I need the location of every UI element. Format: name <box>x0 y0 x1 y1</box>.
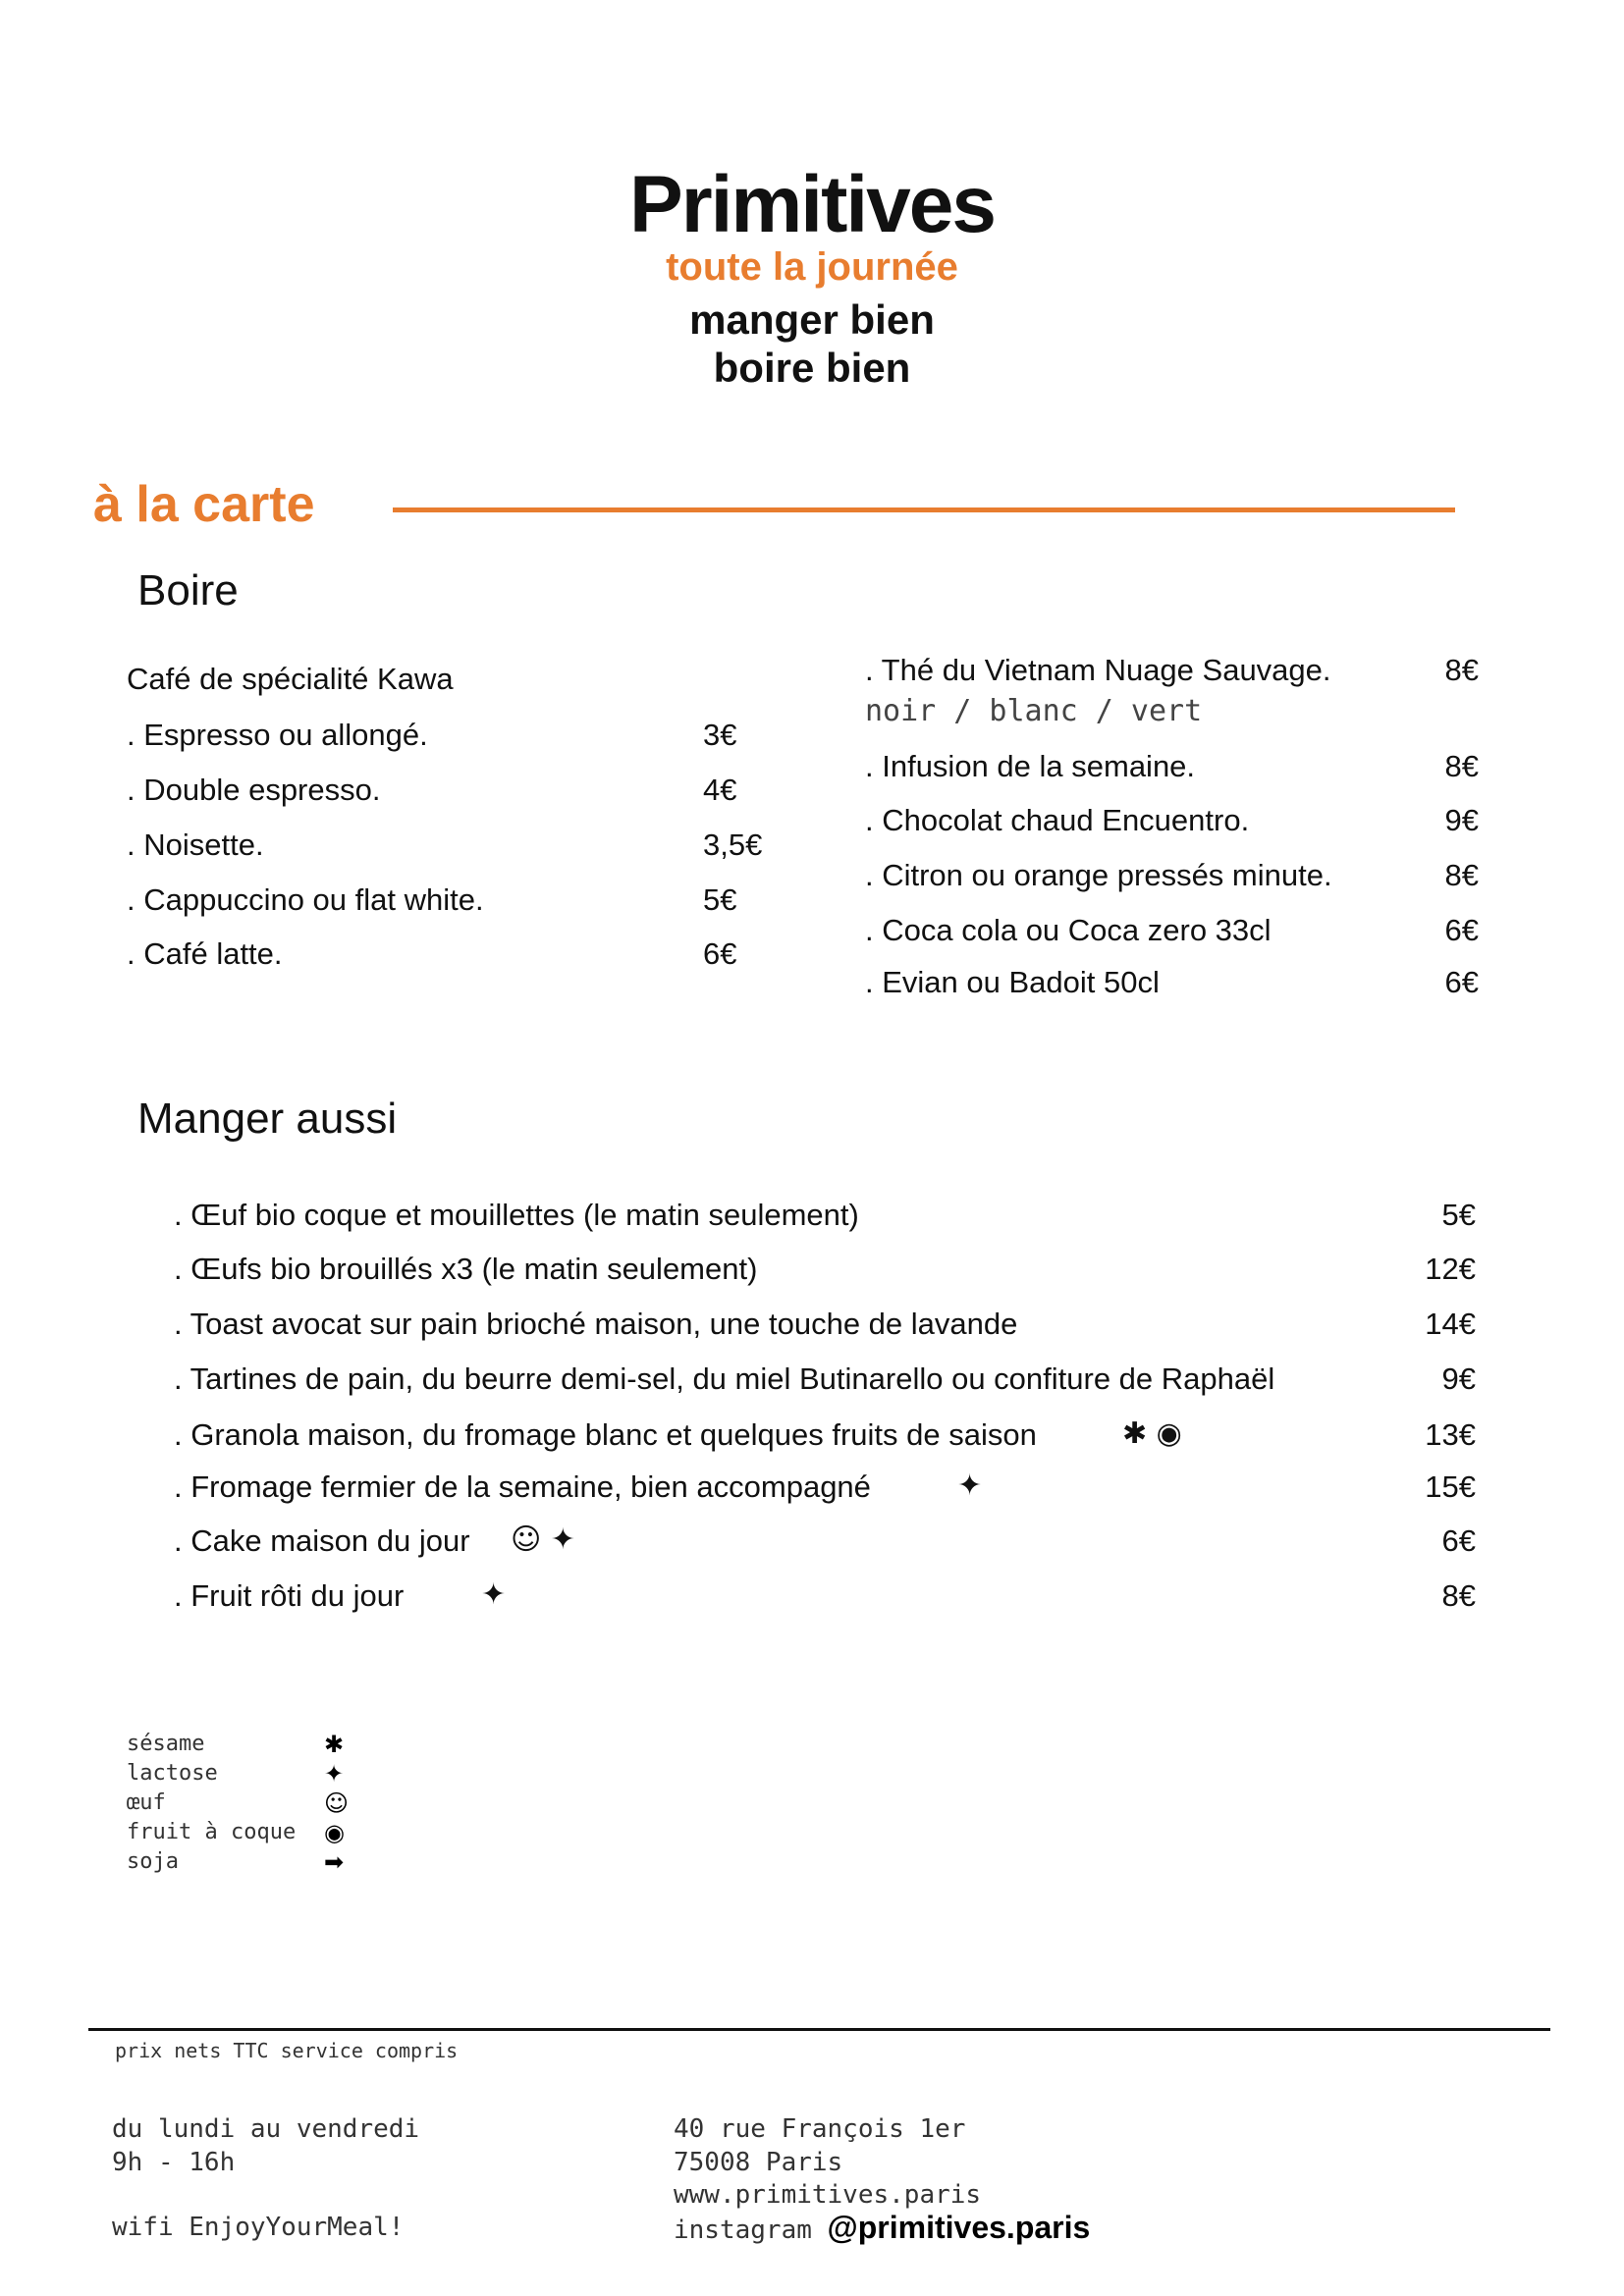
legend-label: lactose <box>127 1761 218 1786</box>
footer-divider <box>88 2028 1550 2031</box>
legend-label: soja <box>127 1849 179 1874</box>
drink-item-name: . Thé du Vietnam Nuage Sauvage. <box>865 653 1331 687</box>
allergen-icons: ☺ ✦ <box>511 1522 575 1557</box>
opening-days: du lundi au vendredi <box>112 2114 420 2144</box>
restaurant-logo-title: Primitives <box>629 160 995 249</box>
price-notice: prix nets TTC service compris <box>115 2039 459 2062</box>
legend-lactose-icon: ✦ <box>324 1760 345 1788</box>
address-line-2: 75008 Paris <box>674 2148 843 2177</box>
food-item-price: 8€ <box>1441 1578 1476 1613</box>
legend-label: sésame <box>127 1732 205 1756</box>
drink-item-note: noir / blanc / vert <box>865 694 1203 728</box>
legend-egg-icon: ☺ <box>324 1789 350 1817</box>
instagram-handle[interactable]: @primitives.paris <box>827 2210 1091 2245</box>
legend-label: œuf <box>127 1790 166 1815</box>
drink-item-name: . Espresso ou allongé. <box>127 718 428 752</box>
drink-item-price: 4€ <box>703 773 737 807</box>
opening-hours: 9h - 16h <box>112 2148 236 2177</box>
food-item-name: . Œufs bio brouillés x3 (le matin seulement) <box>174 1252 758 1286</box>
drink-item-name: . Chocolat chaud Encuentro. <box>865 803 1250 837</box>
drink-item-price: 3€ <box>703 718 737 752</box>
food-item-name: . Œuf bio coque et mouillettes (le matin seulement) <box>174 1198 859 1232</box>
instagram-line <box>674 2212 1090 2243</box>
allergen-icons: ✦ <box>957 1468 983 1503</box>
food-item-name: . Cake maison du jour <box>174 1523 470 1558</box>
manger-heading: Manger aussi <box>137 1095 398 1143</box>
legend-label: fruit à coque <box>127 1820 297 1844</box>
drink-item-price: 5€ <box>703 882 737 917</box>
wifi-info: wifi EnjoyYourMeal! <box>112 2213 405 2242</box>
food-item-price: 9€ <box>1441 1362 1476 1396</box>
section-title: à la carte <box>93 476 315 533</box>
drink-item-price: 8€ <box>1444 749 1479 783</box>
food-item-price: 12€ <box>1425 1252 1476 1286</box>
drink-item-name: . Noisette. <box>127 828 264 862</box>
drink-item-price: 6€ <box>1444 965 1479 999</box>
drink-item-price: 6€ <box>1444 913 1479 947</box>
tagline: toute la journée <box>666 245 958 289</box>
food-item-name: . Granola maison, du fromage blanc et quelques fruits de saison <box>174 1417 1037 1452</box>
boire-heading: Boire <box>137 566 239 614</box>
food-item-name: . Tartines de pain, du beurre demi-sel, du miel Butinarello ou confiture de Raphaël <box>174 1362 1275 1396</box>
food-item-name: . Toast avocat sur pain brioché maison, une touche de lavande <box>174 1307 1018 1341</box>
instagram-label: instagram <box>674 2216 812 2245</box>
allergen-icons: ✱ ◉ <box>1122 1416 1182 1451</box>
cafe-group-title: Café de spécialité Kawa <box>127 662 454 696</box>
drink-item-name: . Coca cola ou Coca zero 33cl <box>865 913 1272 947</box>
drink-item-price: 8€ <box>1444 653 1479 687</box>
food-item-price: 6€ <box>1441 1523 1476 1558</box>
food-item-price: 15€ <box>1425 1469 1476 1504</box>
website-link[interactable]: www.primitives.paris <box>674 2180 982 2210</box>
food-item-price: 13€ <box>1425 1417 1476 1452</box>
address-line-1: 40 rue François 1er <box>674 2114 966 2144</box>
legend-soy-icon: ➡ <box>324 1848 345 1876</box>
drink-item-price: 9€ <box>1444 803 1479 837</box>
legend-nut-icon: ◉ <box>324 1819 345 1846</box>
food-item-price: 14€ <box>1425 1307 1476 1341</box>
drink-item-price: 3,5€ <box>703 828 763 862</box>
drink-item-name: . Café latte. <box>127 936 283 971</box>
drink-item-name: . Infusion de la semaine. <box>865 749 1196 783</box>
subtitle-line-1: manger bien <box>689 296 935 343</box>
legend-sesame-icon: ✱ <box>324 1731 345 1758</box>
drink-item-price: 8€ <box>1444 858 1479 892</box>
drink-item-name: . Double espresso. <box>127 773 381 807</box>
food-item-price: 5€ <box>1441 1198 1476 1232</box>
drink-item-name: . Evian ou Badoit 50cl <box>865 965 1160 999</box>
subtitle-line-2: boire bien <box>713 345 911 391</box>
food-item-name: . Fromage fermier de la semaine, bien accompagné <box>174 1469 871 1504</box>
drink-item-name: . Cappuccino ou flat white. <box>127 882 484 917</box>
drink-item-price: 6€ <box>703 936 737 971</box>
drink-item-name: . Citron ou orange pressés minute. <box>865 858 1332 892</box>
allergen-icons: ✦ <box>481 1577 507 1612</box>
food-item-name: . Fruit rôti du jour <box>174 1578 405 1613</box>
section-divider <box>393 507 1455 512</box>
